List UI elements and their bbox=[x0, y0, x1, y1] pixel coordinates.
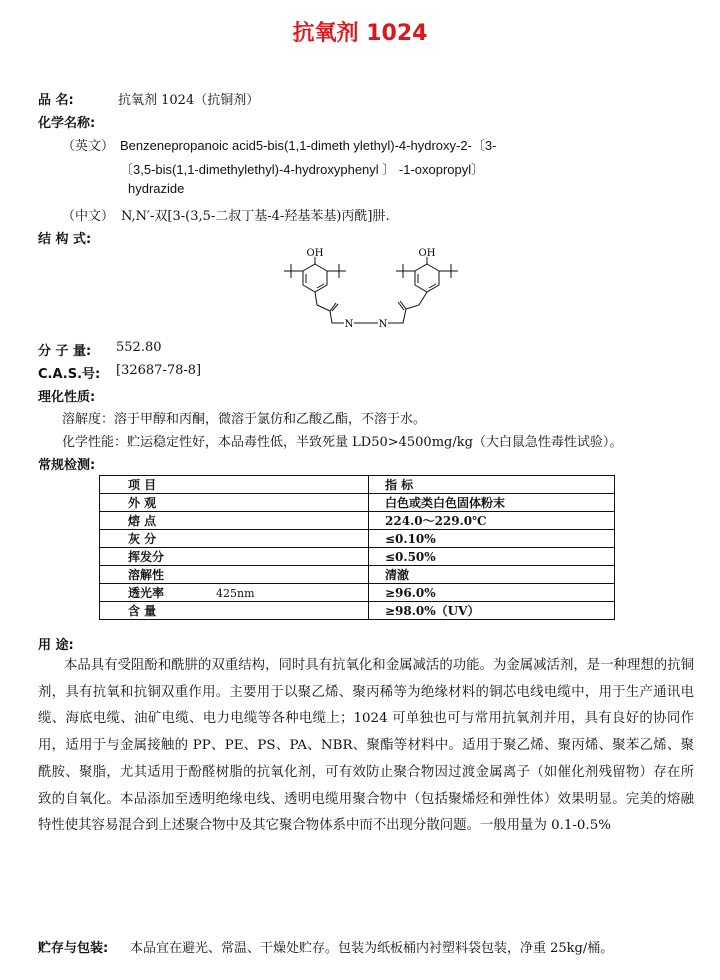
row-value: ≥98.0%（UV） bbox=[369, 602, 615, 620]
chemical-name-label: 化学名称: bbox=[38, 116, 96, 131]
table-row bbox=[100, 602, 615, 620]
row-value: 清澈 bbox=[369, 566, 615, 584]
solubility-text: 溶解度：溶于甲醇和丙酮，微溶于氯仿和乙酸乙酯，不溶于水。 bbox=[62, 412, 427, 427]
english-name-line2: 〔3,5-bis(1,1-dimethylethyl)-4-hydroxyphenyl 〕 -1-oxopropyl〕 bbox=[120, 162, 485, 177]
table-row bbox=[100, 548, 615, 566]
storage-value: 本品宜在避光、常温、干燥处贮存。包装为纸板桶内衬塑料袋包装，净重 25kg/桶。 bbox=[130, 941, 614, 956]
chinese-tag: （中文） bbox=[62, 209, 115, 224]
hydroxyl-label-right: OH bbox=[418, 248, 436, 259]
row-value: 白色或类白色固体粉末 bbox=[369, 494, 615, 512]
usage-label: 用 途: bbox=[38, 638, 74, 653]
product-name-label: 品 名: bbox=[38, 93, 74, 108]
table-row bbox=[100, 494, 615, 512]
row-value: ≤0.50% bbox=[369, 548, 615, 566]
english-name-line1: Benzenepropanoic acid5-bis(1,1-dimeth ylethyl)-4-hydroxy-2-〔3- bbox=[120, 138, 497, 153]
nitrogen-label-right: N bbox=[378, 319, 388, 330]
nitrogen-label-left: N bbox=[344, 319, 354, 330]
testing-label: 常规检测: bbox=[38, 458, 96, 473]
spec-table bbox=[99, 475, 615, 620]
row-item: 挥发分 bbox=[100, 548, 369, 566]
row-item: 熔 点 bbox=[100, 512, 369, 530]
row-value: ≤0.10% bbox=[369, 530, 615, 548]
english-name-line3: hydrazide bbox=[128, 181, 185, 196]
row-item: 溶解性 bbox=[100, 566, 369, 584]
row-value: ≥96.0% bbox=[369, 584, 615, 602]
row-item: 灰 分 bbox=[100, 530, 369, 548]
header-item: 项 目 bbox=[100, 476, 369, 494]
hydroxyl-label-left: OH bbox=[306, 248, 324, 259]
molecular-weight-value: 552.80 bbox=[116, 340, 162, 355]
usage-paragraph: 本品具有受阻酚和酰肼的双重结构，同时具有抗氧化和金属减活的功能。为金属减活剂，是一种理想的抗铜剂，具有抗氧和抗铜双重作用。主要用于以聚乙烯、聚丙稀等为绝缘材料的铜芯电线电缆中，用于生产通讯电缆、海底电缆、油矿电缆、电力电缆等各种电缆上；1024 可单独也可与常用抗氧剂并用，具有良好的协同作用，适用于与金属接触的 PP、PE、PS、PA、NBR、聚酯等材料中。适用于聚乙烯、聚丙烯、聚苯乙烯、聚酰胺、聚脂，尤其适用于酚醛树脂的抗氧化剂，可有效防止聚合物因过渡金属离子（如催化剂残留物）存在所致的自氧化。本品添加至透明绝缘电线、透明电缆用聚合物中（包括聚烯烃和弹性体）效果明显。完美的熔融特性使其容易混合到上述聚合物中及其它聚合物体系中而不出现分散问题。一般用量为 0.1-0.5% bbox=[38, 658, 694, 834]
row-item: 外 观 bbox=[100, 494, 369, 512]
storage-label: 贮存与包装: bbox=[38, 941, 109, 956]
structure-label: 结 构 式: bbox=[38, 232, 92, 247]
page-title: 抗氧剂 1024 bbox=[292, 21, 428, 46]
row-value: 224.0～229.0℃ bbox=[369, 512, 615, 530]
table-row bbox=[100, 512, 615, 530]
row-item: 透光率 425nm bbox=[100, 584, 369, 602]
table-row bbox=[100, 530, 615, 548]
product-name-value: 抗氧剂 1024（抗铜剂） bbox=[118, 93, 260, 108]
row-sub-condition: 425nm bbox=[216, 587, 255, 600]
row-item: 含 量 bbox=[100, 602, 369, 620]
cas-value: [32687-78-8] bbox=[116, 363, 202, 378]
table-row bbox=[100, 584, 615, 602]
cas-label: C.A.S.号: bbox=[38, 367, 101, 382]
chemical-properties-text: 化学性能：贮运稳定性好，本品毒性低，半致死量 LD50>4500mg/kg（大白鼠急性毒性试验）。 bbox=[62, 435, 623, 450]
header-index: 指 标 bbox=[369, 476, 615, 494]
english-tag: （英文） bbox=[62, 139, 115, 154]
molecular-weight-label: 分 子 量: bbox=[38, 344, 92, 359]
structure-diagram bbox=[260, 243, 460, 335]
table-header-row bbox=[100, 476, 615, 494]
table-row bbox=[100, 566, 615, 584]
properties-label: 理化性质: bbox=[38, 390, 96, 405]
chinese-name-value: N,N′-双[3-(3,5-二叔丁基-4-羟基苯基)丙酰]肼. bbox=[121, 209, 390, 224]
